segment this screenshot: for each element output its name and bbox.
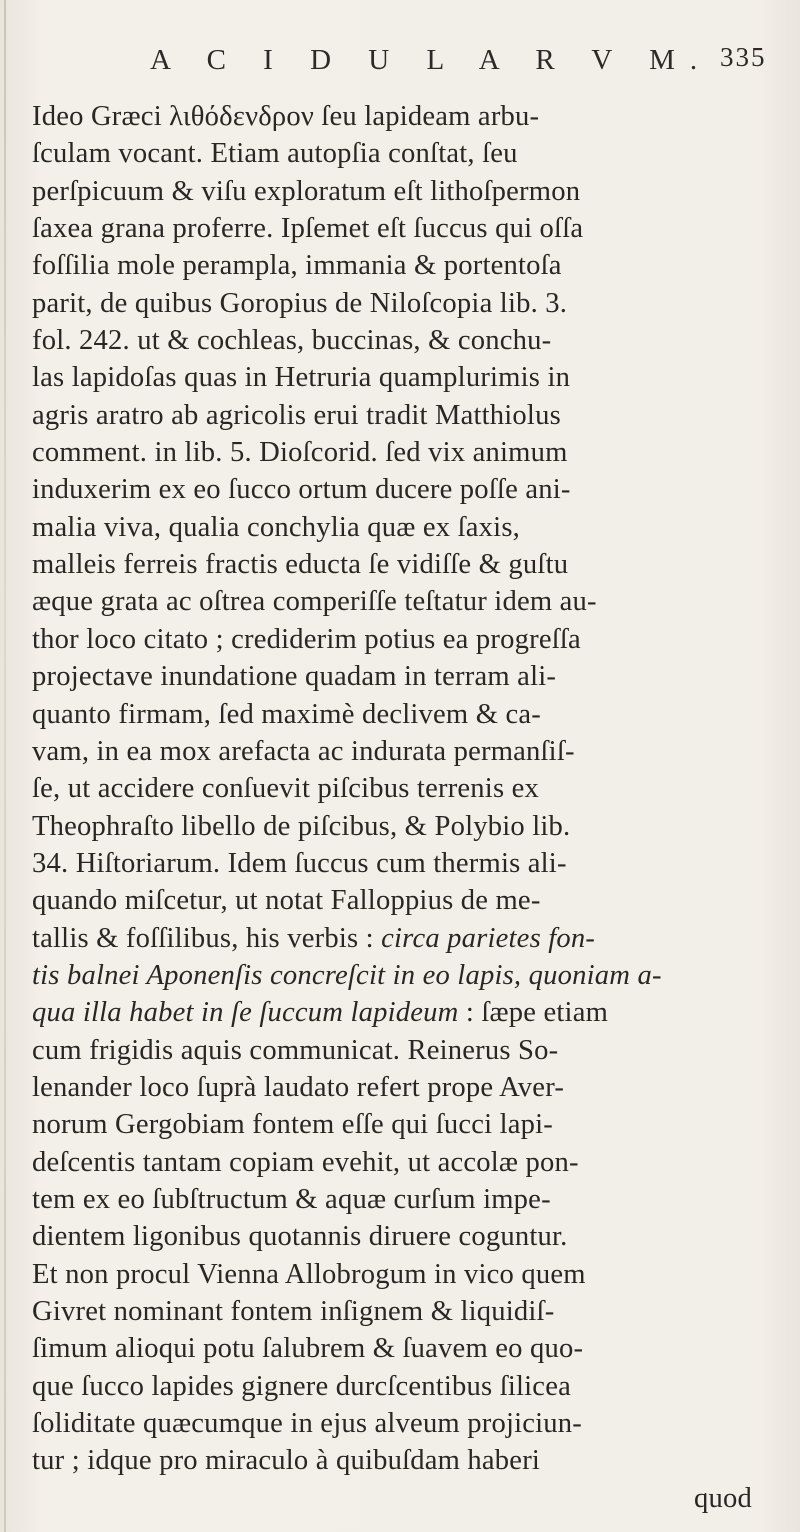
text-line: projectave inundatione quadam in terram ali- <box>32 661 557 693</box>
text-line: tur ; idque pro miraculo à quibuſdam haberi <box>32 1445 541 1477</box>
text-line: fol. 242. ut & cochleas, buccinas, & conchu- <box>32 325 552 357</box>
text-line: vam, in ea mox arefacta ac indurata permanſiſ- <box>32 735 575 767</box>
page-number: 335 <box>720 42 767 72</box>
text-line: norum Gergobiam fontem eſſe qui ſucci lapi- <box>32 1109 554 1141</box>
text-line: agris aratro ab agricolis erui tradit Matthiolus <box>32 399 561 431</box>
text-line: las lapidoſas quas in Hetruria quamplurimis in <box>32 362 571 394</box>
text-line: ſaxea grana proferre. Ipſemet eſt ſuccus qui oſſa <box>32 213 584 245</box>
text-line: lenander loco ſuprà laudato refert prope Aver- <box>32 1071 565 1103</box>
text-line: deſcentis tantam copiam evehit, ut accolæ pon- <box>32 1146 579 1178</box>
text-line: malia viva, qualia conchylia quæ ex ſaxis, <box>32 511 521 543</box>
text-line: perſpicuum & viſu exploratum eſt lithoſpermon <box>32 175 581 207</box>
text-line: induxerim ex eo ſucco ortum ducere poſſe ani- <box>32 474 571 506</box>
text-line: parit, de quibus Goropius de Niloſcopia lib. 3. <box>32 287 568 319</box>
text-line: Et non procul Vienna Allobrogum in vico quem <box>32 1258 586 1290</box>
text-line: quando miſcetur, ut notat Falloppius de me- <box>32 885 541 917</box>
text-line: tis balnei Aponenſis concreſcit in eo lapis, quoniam a- <box>32 959 662 991</box>
binding-gutter <box>4 0 6 1532</box>
text-line: foſſilia mole perampla, immania & portentoſa <box>32 250 562 282</box>
running-head: A C I D U L A R V M. <box>150 44 713 76</box>
quoted-text: qua illa habet in ſe ſuccum lapideum <box>32 997 459 1029</box>
text-line: 34. Hiſtoriarum. Idem ſuccus cum thermis ali- <box>32 847 567 879</box>
text-line: ſculam vocant. Etiam autopſia conſtat, ſeu <box>32 138 518 170</box>
text-line: thor loco citato ; crediderim potius ea progreſſa <box>32 623 581 655</box>
text-line: malleis ferreis fractis educta ſe vidiſſe & guſtu <box>32 549 569 581</box>
text-line: Ideo Græci λιθόδενδρον ſeu lapideam arbu- <box>32 101 540 132</box>
text-segment: : ſæpe etiam <box>458 997 609 1029</box>
catchword: quod <box>694 1482 752 1514</box>
body-text <box>32 98 788 1517</box>
text-line: dientem ligonibus quotannis diruere coguntur. <box>32 1221 568 1253</box>
text-line <box>32 994 788 1031</box>
text-line: tem ex eo ſubſtructum & aquæ curſum impe- <box>32 1183 551 1215</box>
text-line: tallis & foſſilibus, his verbis : circa parietes fon- <box>32 922 596 954</box>
text-line: Theophraſto libello de piſcibus, & Polybio lib. <box>32 810 571 842</box>
text-line: cum frigidis aquis communicat. Reinerus So- <box>32 1034 559 1066</box>
text-line: ſe, ut accidere conſuevit piſcibus terrenis ex <box>32 773 540 805</box>
quoted-text: circa parietes fon- <box>381 922 596 954</box>
text-line: ſimum alioqui potu ſalubrem & ſuavem eo quo- <box>32 1333 584 1365</box>
text-line: quanto firmam, ſed maximè declivem & ca- <box>32 698 542 730</box>
text-line: æque grata ac oſtrea comperiſſe teſtatur idem au- <box>32 586 597 618</box>
text-line: que ſucco lapides gignere durcſcentibus ſilicea <box>32 1370 571 1402</box>
text-line: Givret nominant fontem inſignem & liquidiſ- <box>32 1296 555 1327</box>
text-line: ſoliditate quæcumque in ejus alveum projiciun- <box>32 1408 582 1440</box>
text-line: comment. in lib. 5. Dioſcorid. ſed vix animum <box>32 437 568 469</box>
